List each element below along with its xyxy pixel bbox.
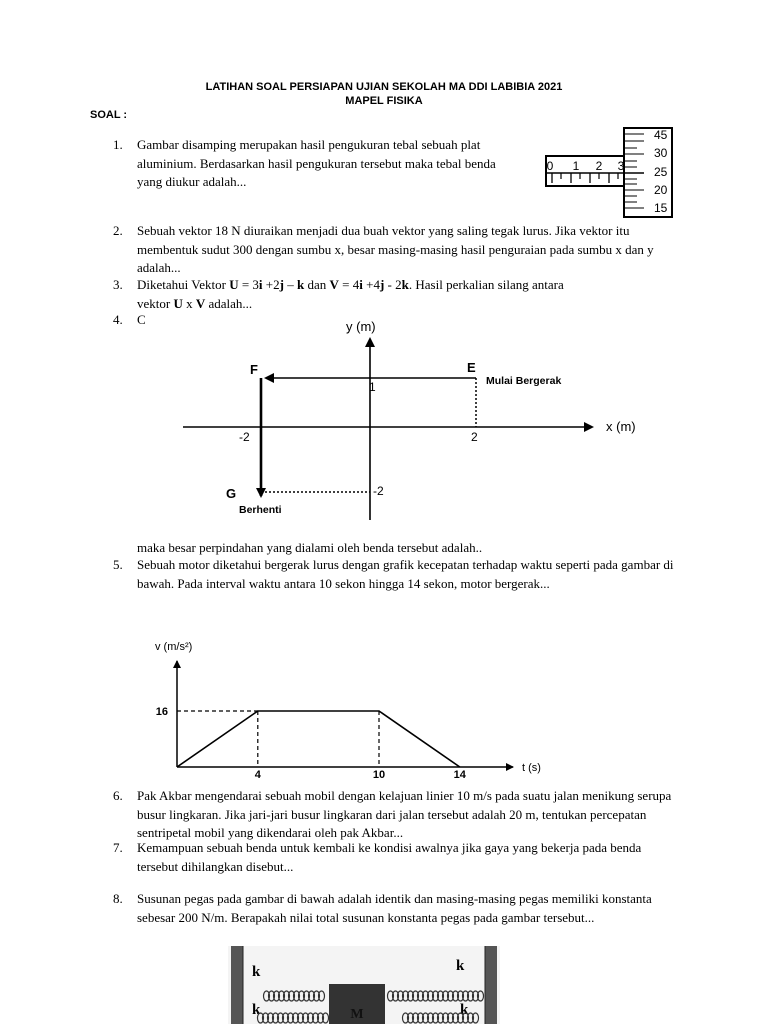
page-subtitle: MAPEL FISIKA — [345, 95, 423, 107]
chart-x-label: t (s) — [522, 762, 541, 774]
point-g-label: G — [226, 486, 237, 501]
tick-y-neg2: -2 — [373, 484, 384, 498]
question-text-4: C — [137, 312, 146, 327]
question-text-6: Pak Akbar mengendarai sebuah mobil dengan kelajuan linier 10 m/s pada suatu jalan menikung serupa busur lingkaran. Jika jari-jari busur lingkaran dari jalan tersebut adalah 20 m, tentukan percepatan sentripetal mobil yang dikendarai oleh pak Akbar... — [137, 788, 672, 840]
question-text-8: Susunan pegas pada gambar di bawah adalah identik dan masing-masing pegas memiliki konstanta sebesar 200 N/m. Berapakah nilai total susunan konstanta pegas pada gambar tersebut... — [137, 891, 652, 925]
k-label-bottom-left: k — [252, 1002, 261, 1018]
thimble-30: 30 — [654, 146, 668, 160]
thimble-25: 25 — [654, 165, 668, 179]
question-4-tail: maka besar perpindahan yang dialami oleh benda tersebut adalah.. — [137, 540, 483, 555]
thimble-15: 15 — [654, 201, 668, 215]
tick-x-neg2: -2 — [239, 430, 250, 444]
question-number-4: 4. — [113, 312, 123, 327]
y-tick-16: 16 — [155, 706, 168, 718]
point-e-label: E — [467, 360, 476, 375]
k-label-top-right: k — [456, 958, 465, 974]
question-text-3: Diketahui Vektor U = 3i +2j – k dan V = 4i +4j - 2k. Hasil perkalian silang antara vektor U x V adalah... — [137, 277, 564, 311]
x-axis-label: x (m) — [606, 419, 636, 434]
thimble-20: 20 — [654, 183, 668, 197]
tick-x-2: 2 — [471, 430, 478, 444]
k-label-bottom-right: k — [460, 1002, 469, 1018]
question-number-7: 7. — [113, 840, 123, 855]
question-text-2: Sebuah vektor 18 N diuraikan menjadi dua buah vektor yang saling tegak lurus. Jika vektor itu membentuk sudut 300 dengan sumbu x, besar masing-masing hasil penguraian pada sumbu x dan y adalah... — [137, 223, 654, 275]
x-tick-4: 4 — [254, 769, 261, 781]
right-wall — [485, 946, 497, 1024]
question-number-2: 2. — [113, 223, 123, 238]
velocity-series-line — [177, 711, 460, 767]
question-number-3: 3. — [113, 277, 123, 292]
question-number-1: 1. — [113, 137, 123, 152]
main-scale-1: 1 — [572, 159, 580, 173]
main-scale-0: 0 — [546, 159, 554, 173]
tick-y-1: 1 — [369, 380, 376, 394]
main-scale-2: 2 — [595, 159, 603, 173]
x-tick-10: 10 — [372, 769, 386, 781]
k-label-top-left: k — [252, 964, 261, 980]
thimble-45: 45 — [654, 128, 668, 142]
question-number-8: 8. — [113, 891, 123, 906]
question-number-5: 5. — [113, 557, 123, 572]
question-text-5: Sebuah motor diketahui bergerak lurus dengan grafik kecepatan terhadap waktu seperti pada gambar di bawah. Pada interval waktu antara 10 sekon hingga 14 sekon, motor bergerak... — [137, 557, 674, 591]
stop-label: Berhenti — [239, 504, 282, 516]
question-number-6: 6. — [113, 788, 123, 803]
left-wall — [231, 946, 243, 1024]
y-axis-label: y (m) — [346, 319, 376, 334]
page-title: LATIHAN SOAL PERSIAPAN UJIAN SEKOLAH MA DDI LABIBIA 2021 — [205, 81, 563, 93]
point-f-label: F — [250, 362, 258, 377]
start-label: Mulai Bergerak — [486, 375, 562, 387]
x-tick-14: 14 — [453, 769, 466, 781]
mass-label: M — [350, 1007, 364, 1022]
spring-figure — [228, 946, 500, 1024]
main-scale-3: 3 — [617, 159, 625, 173]
soal-label: SOAL : — [90, 109, 128, 121]
question-text-1: Gambar disamping merupakan hasil pengukuran tebal sebuah plat aluminium. Berdasarkan hasil pengukuran tersebut maka tebal benda yang diukur adalah... — [137, 137, 496, 189]
question-text-7: Kemampuan sebuah benda untuk kembali ke kondisi awalnya jika gaya yang bekerja pada benda tersebut dihilangkan disebut... — [137, 840, 642, 874]
chart-y-label: v (m/s²) — [155, 641, 193, 653]
